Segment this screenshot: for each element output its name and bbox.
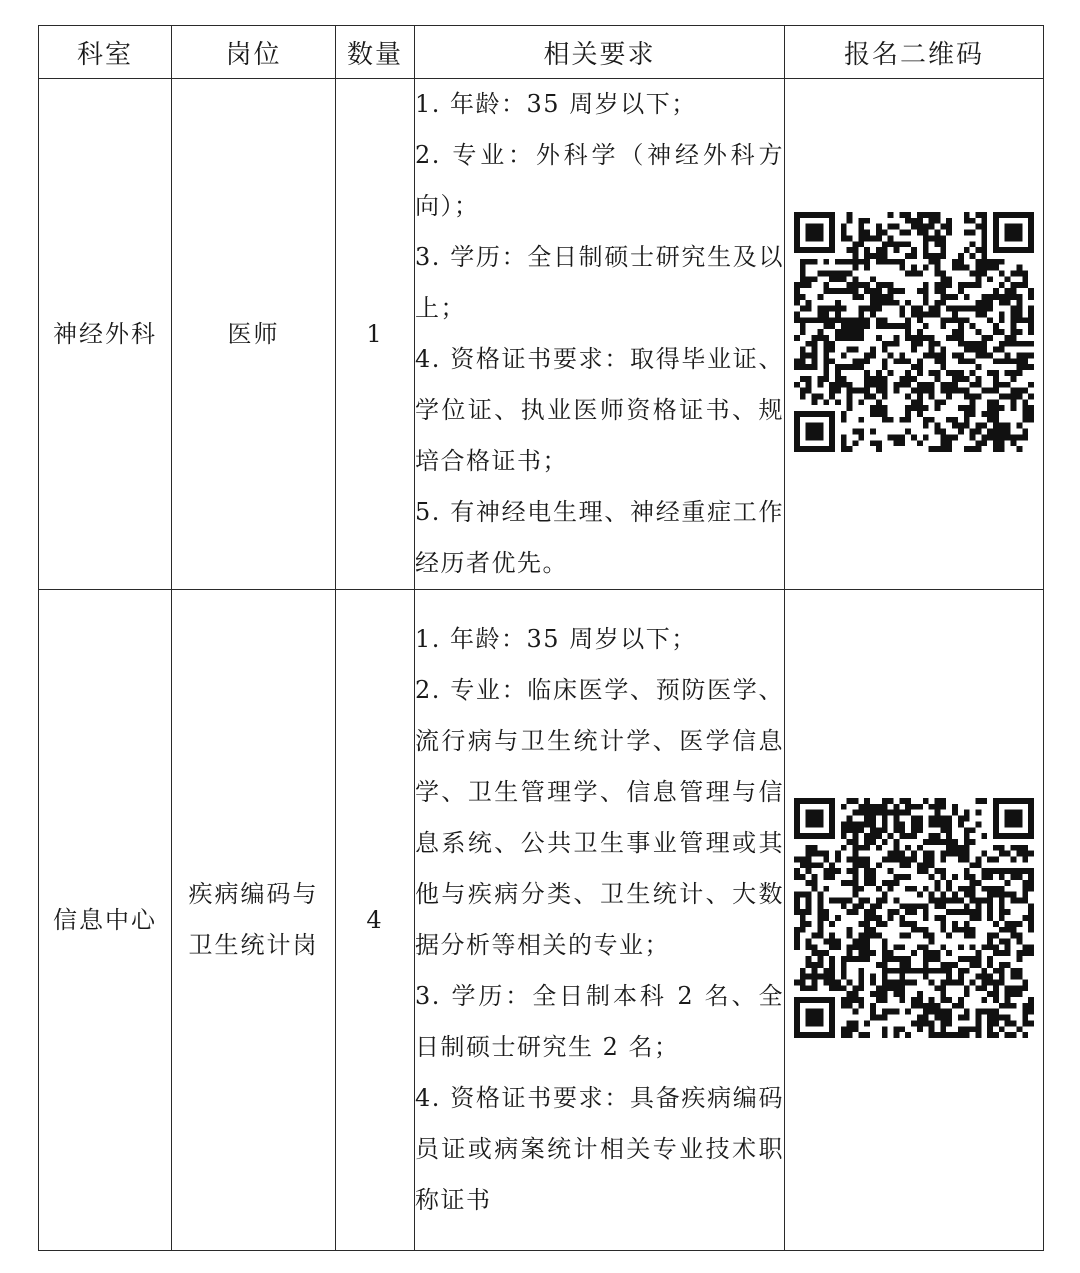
table-row	[39, 590, 1044, 1251]
position-cell: 医师	[172, 79, 336, 590]
position-label: 疾病编码与卫生统计岗	[188, 880, 319, 959]
requirements-cell	[415, 79, 785, 590]
qr-cell	[785, 79, 1044, 590]
table-row	[39, 79, 1044, 590]
requirement-item: 1. 年龄：35 周岁以下；	[415, 90, 697, 118]
position-cell	[172, 590, 336, 1251]
header-qr-code: 报名二维码	[785, 26, 1044, 79]
header-row	[39, 26, 1044, 79]
requirement-item: 2. 专业：外科学（神经外科方向）；	[415, 141, 784, 220]
qr-cell	[785, 590, 1044, 1251]
requirements-cell	[415, 590, 785, 1251]
header-count: 数量	[336, 26, 415, 79]
department-cell: 神经外科	[39, 79, 172, 590]
count-cell: 1	[336, 79, 415, 590]
header-department: 科室	[39, 26, 172, 79]
header-requirements: 相关要求	[415, 26, 785, 79]
requirement-item: 5. 有神经电生理、神经重症工作经历者优先。	[415, 498, 784, 577]
recruitment-table	[38, 25, 1044, 1251]
requirement-item: 4. 资格证书要求：具备疾病编码员证或病案统计相关专业技术职称证书	[415, 1084, 784, 1214]
requirement-item: 1. 年龄：35 周岁以下；	[415, 625, 697, 653]
requirement-item: 2. 专业：临床医学、预防医学、流行病与卫生统计学、医学信息学、卫生管理学、信息管理与信息系统、公共卫生事业管理或其他与疾病分类、卫生统计、大数据分析等相关的专业；	[415, 676, 784, 959]
department-cell: 信息中心	[39, 590, 172, 1251]
count-cell: 4	[336, 590, 415, 1251]
requirement-item: 3. 学历：全日制硕士研究生及以上；	[415, 243, 784, 322]
header-position: 岗位	[172, 26, 336, 79]
requirement-item: 3. 学历：全日制本科 2 名、全日制硕士研究生 2 名；	[415, 982, 784, 1061]
qr-code-icon[interactable]	[794, 212, 1034, 452]
requirement-item: 4. 资格证书要求：取得毕业证、学位证、执业医师资格证书、规培合格证书；	[415, 345, 784, 475]
qr-code-icon[interactable]	[794, 798, 1034, 1038]
